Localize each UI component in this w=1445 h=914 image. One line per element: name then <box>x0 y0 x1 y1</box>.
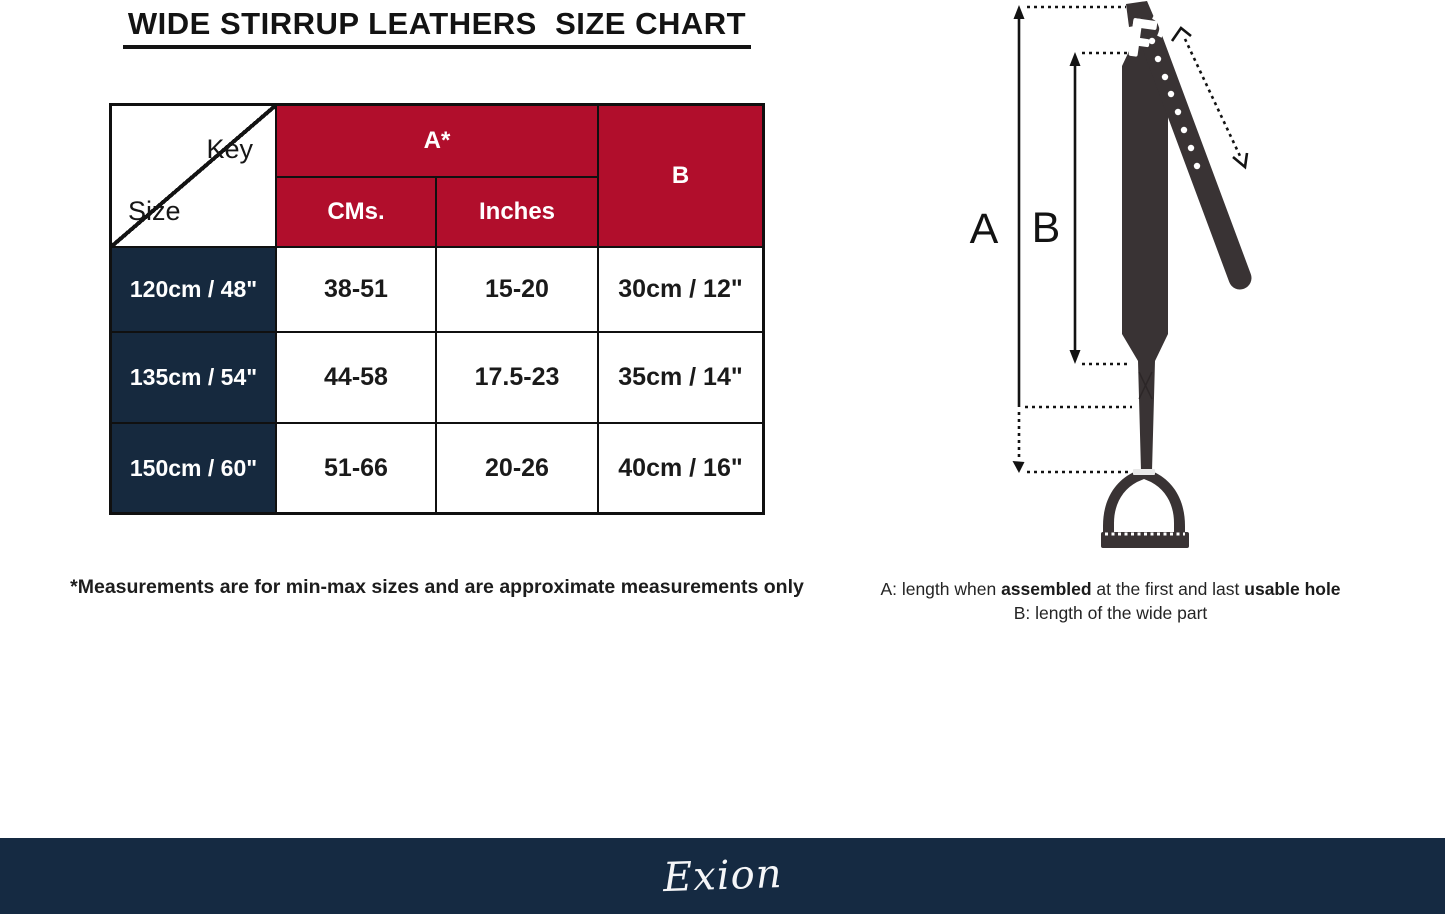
row-label-150: 150cm / 60" <box>112 424 277 512</box>
row-label-135: 135cm / 54" <box>112 333 277 424</box>
dimension-a-arrow <box>1013 5 1133 473</box>
corner-size-label: Size <box>128 196 181 226</box>
caption-a-bold-usable-hole: usable hole <box>1244 579 1341 599</box>
cell-120-cms: 38-51 <box>277 248 437 333</box>
header-col-b: B <box>599 106 762 248</box>
stirrup-leather-diagram <box>940 0 1280 560</box>
header-group-a: A* <box>277 106 599 178</box>
header-col-cms: CMs. <box>277 178 437 248</box>
stirrup-iron-icon <box>1101 468 1189 548</box>
dimension-b-letter: B <box>1031 204 1061 252</box>
cell-150-inches: 20-26 <box>437 424 599 512</box>
dimension-b-arrow <box>1070 52 1132 364</box>
table-corner-cell <box>112 106 277 248</box>
cell-135-inches: 17.5-23 <box>437 333 599 424</box>
dimension-a-letter: A <box>969 205 999 253</box>
size-table <box>109 103 765 515</box>
header-col-inches: Inches <box>437 178 599 248</box>
corner-key-label: Key <box>206 134 253 164</box>
caption-a-mid: at the first and last <box>1091 579 1245 599</box>
cell-135-cms: 44-58 <box>277 333 437 424</box>
caption-line-a <box>858 577 1363 601</box>
caption-line-b: B: length of the wide part <box>1013 603 1208 623</box>
cell-135-b: 35cm / 14" <box>599 333 762 424</box>
cell-150-b: 40cm / 16" <box>618 453 743 482</box>
cell-120-inches: 15-20 <box>437 248 599 333</box>
page-title-text: WIDE STIRRUP LEATHERS SIZE CHART <box>123 6 751 49</box>
brand-logo: Exion <box>662 850 783 902</box>
brand-footer-bar <box>0 838 1445 914</box>
caption-a-prefix: A: length when <box>880 579 1002 599</box>
measurement-footnote: *Measurements are for min-max sizes and are approximate measurements only <box>70 576 804 598</box>
cell-150-cms: 51-66 <box>277 424 437 512</box>
stirrup-leather-strap <box>1122 1 1240 471</box>
page-title <box>0 6 874 49</box>
row-label-120: 120cm / 48" <box>112 248 277 333</box>
cell-120-b: 30cm / 12" <box>599 248 762 333</box>
stirrup-slot <box>1133 469 1155 475</box>
diagram-caption <box>858 577 1363 625</box>
caption-a-bold-assembled: assembled <box>1001 579 1092 599</box>
